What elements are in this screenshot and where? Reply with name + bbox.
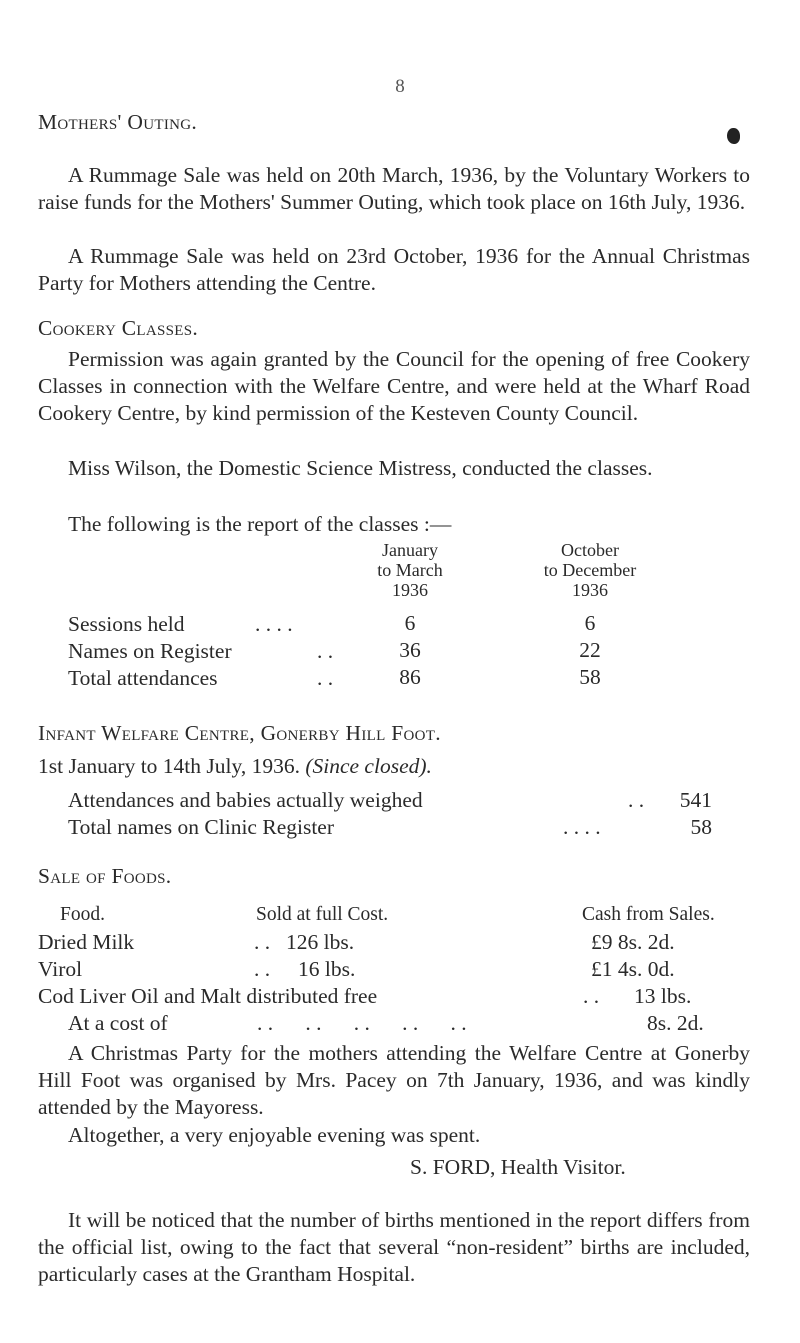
row-label: Names on Register	[68, 639, 232, 663]
row-value-jan-mar: 86	[399, 665, 421, 689]
food-cash: £1 4s. 0d.	[591, 957, 675, 981]
row-leader: . .	[317, 666, 334, 690]
col-header-line: 1936	[392, 580, 428, 600]
row-value-jan-mar: 6	[404, 611, 416, 635]
row-label: Total names on Clinic Register	[68, 815, 334, 839]
row-value: 58	[690, 815, 712, 839]
row-value: 541	[679, 788, 712, 812]
row-leader: . .	[628, 788, 645, 812]
row-label: Total attendances	[68, 666, 218, 690]
col-header-food: Food.	[60, 904, 105, 925]
row-label: Sessions held	[68, 612, 185, 636]
cost-label: At a cost of	[68, 1011, 168, 1035]
dates-text: 1st January to 14th July, 1936.	[38, 754, 300, 778]
paragraph-text: Miss Wilson, the Domestic Science Mistress, conducted the classes.	[68, 456, 653, 480]
table-col-header-oct-dec	[500, 540, 680, 600]
row-leader: . .	[254, 930, 271, 954]
page-number: 8	[395, 76, 405, 97]
paragraph-rummage-sale-2	[38, 243, 750, 297]
cod-liver-oil-label: Cod Liver Oil and Malt distributed free	[38, 984, 378, 1008]
section-heading-sale-of-foods: Sale of Foods.	[38, 864, 172, 888]
col-header-sold: Sold at full Cost.	[256, 904, 389, 925]
col-header-line: January	[382, 540, 438, 560]
paragraph-text: It will be noticed that the number of births mentioned in the report differs from the official list, owing to the fact that several “non-resident” births are included, particularly cases at the Grantham Hospital.	[38, 1208, 750, 1286]
cod-liver-oil-value: 13 lbs.	[634, 984, 692, 1008]
row-value-jan-mar: 36	[399, 638, 421, 662]
paragraph-text: A Rummage Sale was held on 20th March, 1936, by the Voluntary Workers to raise funds for the Mothers' Summer Outing, which took place on 16th July, 1936.	[38, 163, 750, 214]
col-header-line: to December	[543, 560, 637, 580]
food-name: Dried Milk	[38, 930, 135, 954]
table-col-header-jan-mar	[345, 540, 475, 600]
row-label: Attendances and babies actually weighed	[68, 788, 423, 812]
col-header-line: to March	[377, 560, 443, 580]
section-heading-infant-welfare: Infant Welfare Centre, Gonerby Hill Foot.	[38, 721, 441, 745]
paragraph-text: A Rummage Sale was held on 23rd October, 1936 for the Annual Christmas Party for Mothers attending the Centre.	[38, 244, 750, 295]
row-leader: . . . .	[563, 815, 601, 839]
since-closed-note: (Since closed).	[305, 754, 432, 778]
section-heading-mothers-outing: Mothers' Outing.	[38, 110, 198, 134]
row-value-oct-dec: 58	[579, 665, 601, 689]
row-leader: . .	[317, 639, 334, 663]
food-quantity: 16 lbs.	[298, 957, 356, 981]
paragraph-report-intro: The following is the report of the classes :—	[68, 512, 452, 536]
infant-welfare-dates-line	[38, 753, 432, 780]
signature: S. FORD, Health Visitor.	[410, 1155, 626, 1179]
col-header-cash: Cash from Sales.	[582, 904, 715, 925]
ink-blot	[727, 128, 740, 144]
col-header-line: October	[561, 540, 619, 560]
col-header-line: 1936	[572, 580, 608, 600]
paragraph-text: A Christmas Party for the mothers attending the Welfare Centre at Gonerby Hill Foot was organised by Mrs. Pacey on 7th January, 1936, and was kindly attended by the Mayoress.	[38, 1041, 750, 1119]
food-quantity: 126 lbs.	[286, 930, 355, 954]
paragraph-births-note	[38, 1207, 750, 1288]
food-name: Virol	[38, 957, 83, 981]
row-leader: . .	[583, 984, 600, 1008]
section-heading-cookery-classes: Cookery Classes.	[38, 316, 199, 340]
row-leader: . .	[254, 957, 271, 981]
paragraph-text: Permission was again granted by the Council for the opening of free Cookery Classes in connection with the Welfare Centre, and were held at the Wharf Road Cookery Centre, by kind permission of the Kesteven County Council.	[38, 347, 750, 425]
row-value-oct-dec: 6	[584, 611, 596, 635]
paragraph-cookery-permission	[38, 346, 750, 427]
row-leader: . . . . . . . . . .	[257, 1011, 467, 1035]
row-leader: . . . .	[255, 612, 293, 636]
row-value-oct-dec: 22	[579, 638, 601, 662]
cost-value: 8s. 2d.	[647, 1011, 704, 1035]
paragraph-enjoyable-evening: Altogether, a very enjoyable evening was spent.	[68, 1123, 481, 1147]
paragraph-miss-wilson	[38, 455, 750, 482]
food-cash: £9 8s. 2d.	[591, 930, 675, 954]
paragraph-christmas-party	[38, 1040, 750, 1121]
paragraph-rummage-sale-1	[38, 162, 750, 216]
